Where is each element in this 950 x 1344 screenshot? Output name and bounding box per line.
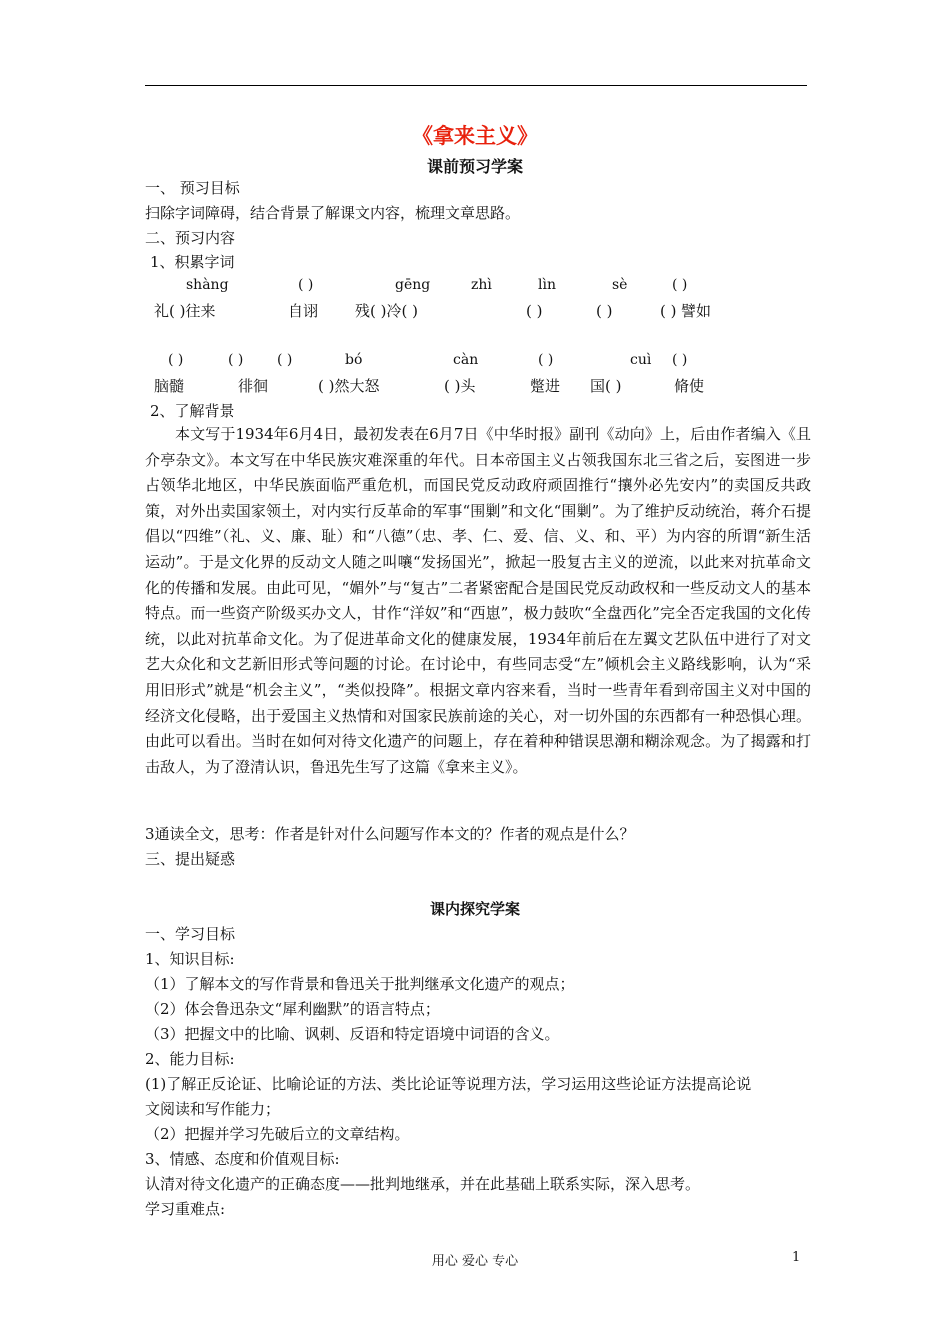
pinyin-1: shàng	[186, 277, 229, 293]
word-7: 譬如	[681, 302, 712, 320]
reading-question: 3通读全文，思考：作者是针对什么问题写作本文的？作者的观点是什么？	[145, 825, 635, 843]
knowledge-goal-3: （3）把握文中的比喻、讽刺、反语和特定语境中词语的含义。	[145, 1025, 560, 1043]
knowledge-goal-1: （1）了解本文的写作背景和鲁迅关于批判继承文化遗产的观点；	[145, 975, 575, 993]
ability-goal-2: （2）把握并学习先破后立的文章结构。	[145, 1125, 410, 1143]
preview-goal-heading: 一、 预习目标	[145, 179, 240, 197]
word-2: 自诩	[288, 302, 319, 320]
ability-goal-1-line1: (1)了解正反论证、比喻论证的方法、类比论证等说理方法，学习运用这些论证方法提高论说	[145, 1075, 752, 1093]
questions-heading: 三、提出疑惑	[145, 850, 236, 868]
ability-goals-heading: 2、能力目标:	[145, 1050, 235, 1068]
word-14: 脩使	[674, 377, 705, 395]
page-number: 1	[792, 1250, 801, 1265]
vocab-heading: 1、积累字词	[150, 253, 235, 271]
pinyin-3: gēng	[395, 277, 431, 293]
pinyin-12: càn	[453, 352, 479, 368]
pinyin-13: ( )	[538, 352, 554, 368]
pinyin-7: ( )	[672, 277, 688, 293]
preview-goal-text: 扫除字词障碍，结合背景了解课文内容，梳理文章思路。	[145, 204, 521, 222]
pinyin-5: lìn	[538, 277, 556, 293]
word-5: ( )	[596, 302, 613, 320]
word-6: ( )	[660, 302, 677, 320]
pinyin-2: ( )	[298, 277, 314, 293]
word-4: ( )	[526, 302, 543, 320]
section-heading-preview: 课前预习学案	[426, 157, 523, 176]
word-3: 残( )冷( )	[355, 302, 418, 320]
background-heading: 2、了解背景	[150, 402, 235, 420]
emotion-goal-1: 认清对待文化遗产的正确态度——批判地继承，并在此基础上联系实际，深入思考。	[145, 1175, 701, 1193]
pinyin-9: ( )	[228, 352, 244, 368]
header-rule	[145, 85, 807, 86]
pinyin-4: zhì	[471, 277, 492, 293]
knowledge-goal-2: （2）体会鲁迅杂文“犀利幽默”的语言特点；	[145, 1000, 440, 1018]
pinyin-10: ( )	[277, 352, 293, 368]
pinyin-14: cuì	[630, 352, 652, 368]
word-10: ( )然大怒	[318, 377, 380, 395]
emotion-goals-heading: 3、情感、态度和价值观目标:	[145, 1150, 340, 1168]
word-1: 礼( )往来	[154, 302, 216, 320]
word-11: ( )头	[444, 377, 476, 395]
background-paragraph: 本文写于1934年6月4日，最初发表在6月7日《中华时报》副刊《动向》上，后由作者编入《且介亭杂文》。本文写在中华民族灾难深重的年代。日本帝国主义占领我国东北三省之后，妄图进一步占领华北地区，中华民族面临严重危机，而国民党反动政府顽固推行“攘外必先安内”的卖国反共政策，对外出卖国家领土，对内实行反革命的军事“围剿”和文化“围剿”。为了维护反动统治，蒋介石提倡以“四维”（礼、义、廉、耻）和“八德”（忠、孝、仁、爱、信、义、和、平）为内容的所谓“新生活运动”。于是文化界的反动文人随之叫嚷“发扬国光”，掀起一股复古主义的逆流，以此来对抗革命文化的传播和发展。由此可见，“媚外”与“复古”二者紧密配合是国民党反动政权和一些反动文人的基本特点。而一些资产阶级买办文人，甘作“洋奴”和“西崽”，极力鼓吹“全盘西化”完全否定我国的文化传统，以此对抗革命文化。为了促进革命文化的健康发展，1934年前后在左翼文艺队伍中进行了对文艺大众化和文艺新旧形式等问题的讨论。在讨论中，有些同志受“左”倾机会主义路线影响，认为“采用旧形式”就是“机会主义”，“类似投降”。根据文章内容来看，当时一些青年看到帝国主义对中国的经济文化侵略，出于爱国主义热情和对国家民族前途的关心，对一切外国的东西都有一种恐惧心理。由此可以看出。当时在如何对待文化遗产的问题上，存在着种种错误思潮和糊涂观念。为了揭露和打击敌人，为了澄清认识，鲁迅先生写了这篇《拿来主义》。	[145, 425, 811, 776]
knowledge-goals-heading: 1、知识目标:	[145, 950, 235, 968]
preview-content-heading: 二、预习内容	[145, 229, 236, 247]
goals-heading: 一、学习目标	[145, 925, 236, 943]
word-12: 蹩进	[530, 377, 561, 395]
word-8: 脑髓	[154, 377, 185, 395]
section-heading-inclass: 课内探究学案	[429, 900, 520, 918]
pinyin-6: sè	[612, 277, 628, 293]
pinyin-8: ( )	[168, 352, 184, 368]
page-footer: 用心 爱心 专心	[431, 1254, 519, 1269]
document-title: 《拿来主义》	[412, 124, 538, 148]
key-points-heading: 学习重难点:	[145, 1200, 226, 1218]
pinyin-11: bó	[345, 352, 363, 368]
ability-goal-1-line2: 文阅读和写作能力；	[145, 1100, 281, 1118]
word-13: 国( )	[590, 377, 622, 395]
word-9: 徘徊	[238, 377, 269, 395]
pinyin-15: ( )	[672, 352, 688, 368]
